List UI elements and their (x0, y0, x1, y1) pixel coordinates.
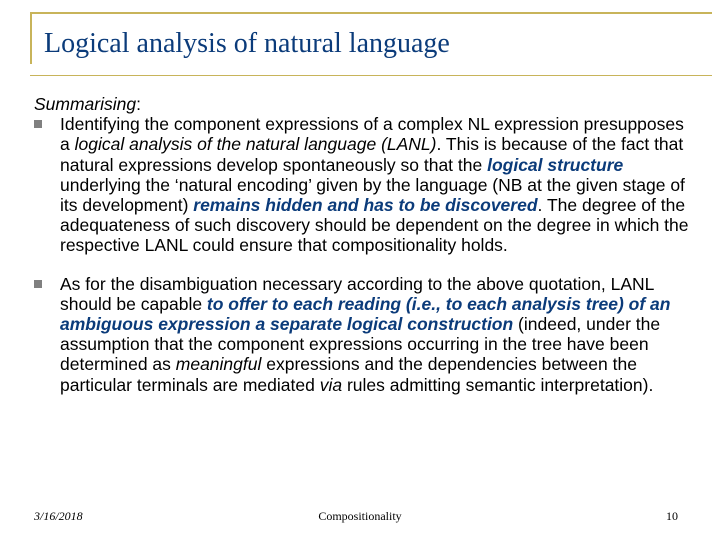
text-run-emphasis: logical structure (487, 154, 624, 175)
page-number: 10 (666, 509, 678, 523)
text-run: . This is because of the fact that natural expressions develop spontaneously so that the (60, 134, 684, 175)
text-run: rules admitting semantic interpretation). (342, 374, 654, 395)
subheading-text: Summarising (34, 94, 137, 114)
text-run-emphasis: to offer to each reading (i.e., to each analysis tree) of an ambiguous expression a separate logical construction (60, 293, 671, 335)
bullet-text (60, 274, 694, 395)
footer-title: Compositionality (318, 509, 402, 523)
subheading (34, 94, 694, 114)
bullet-text (60, 114, 694, 255)
slide-body (34, 94, 694, 395)
footer-date: 3/16/2018 (34, 509, 83, 523)
text-run-italic: via (319, 374, 343, 395)
subheading-colon: : (136, 94, 141, 114)
text-run: . The degree of the adequateness of such discovery should be dependent on the degree in which the respective LANL could ensure that compositionality holds. (60, 195, 689, 256)
bullet-item (34, 114, 694, 255)
bullet-item (34, 274, 694, 395)
text-run: Identifying the component expressions of a complex NL expression presupposes a (60, 114, 684, 155)
text-run-emphasis: remains hidden and has to be discovered (193, 195, 538, 216)
text-run: underlying the ‘natural encoding’ given by the language (NB at the given stage of its development) (60, 174, 685, 216)
title-underline (30, 75, 712, 76)
frame-top-rule (30, 12, 712, 14)
frame-left-rule (30, 12, 32, 64)
text-run-italic: logical analysis of the natural language (LANL) (74, 134, 437, 155)
bullet-list (34, 114, 694, 395)
text-run: (indeed, under the assumption that the component expressions occurring in the tree have been determined as (60, 314, 661, 375)
text-run-italic: meaningful (175, 354, 262, 375)
text-run: As for the disambiguation necessary according to the above quotation, LANL should be capable (60, 273, 654, 314)
square-bullet-icon (34, 280, 42, 288)
text-run: expressions and the dependencies between the particular terminals are mediated (60, 354, 637, 395)
square-bullet-icon (34, 120, 42, 128)
slide-title: Logical analysis of natural language (44, 28, 450, 59)
